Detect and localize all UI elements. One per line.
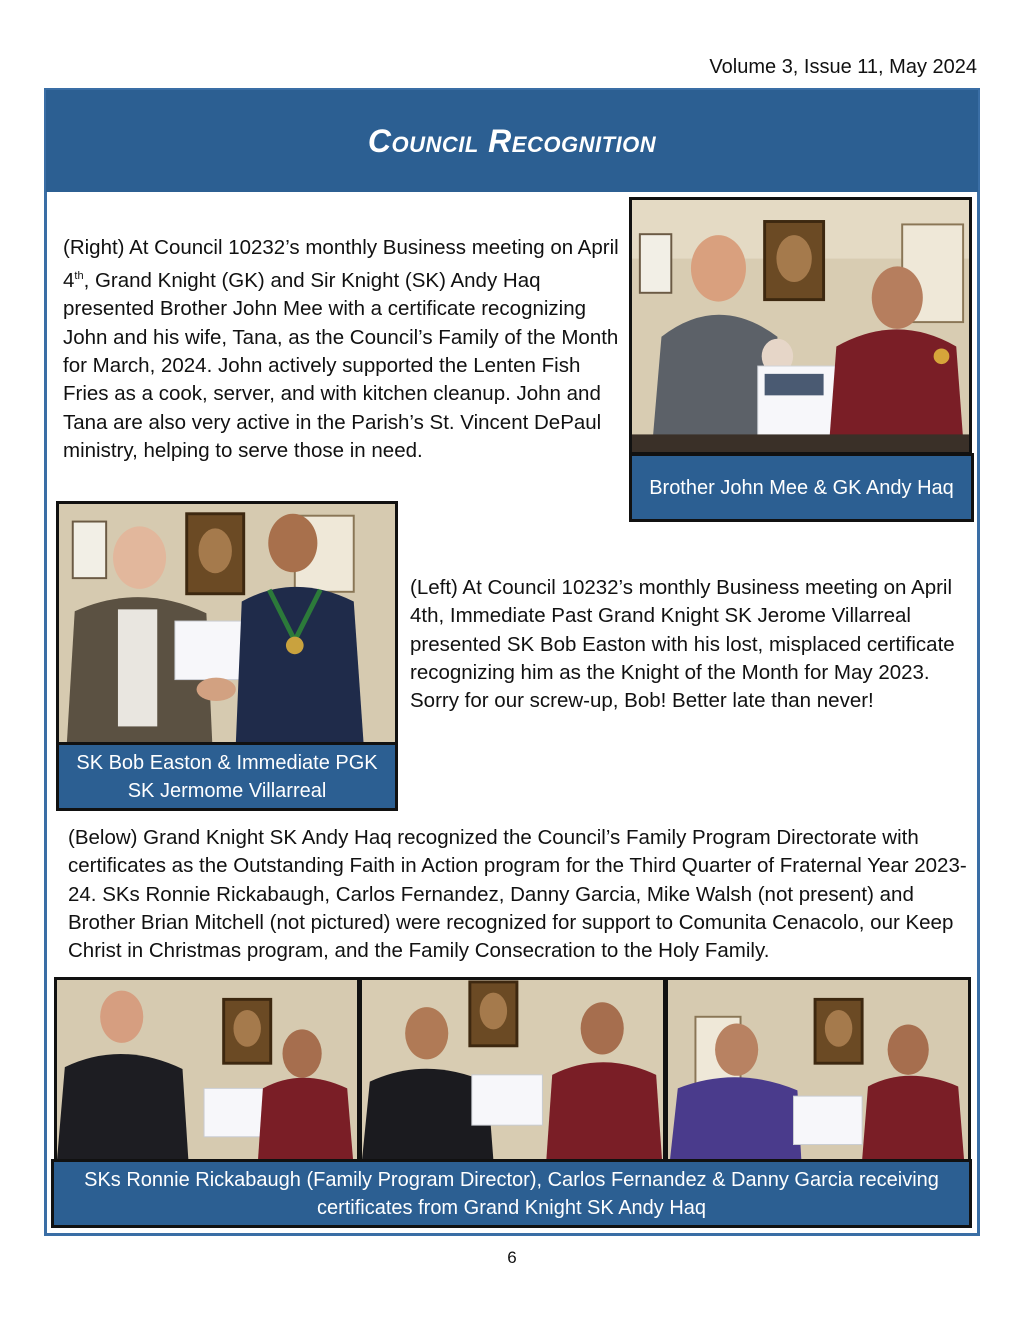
caption-easton-villarreal: SK Bob Easton & Immediate PGK SK Jermome Villarreal — [56, 742, 398, 811]
article-left-photo-text: (Left) At Council 10232’s monthly Business meeting on April 4th, Immediate Past Grand Knight SK Jerome Villarreal presented SK Bob Easton with his lost, misplaced certificate recognizing him as the Knight of the Month for May 2023. Sorry for our screw-up, Bob! Better late than never! — [410, 576, 955, 713]
article-right-superscript: th — [74, 270, 84, 283]
article-right-photo-text — [63, 234, 623, 465]
article-right-prefix: (Right) At Council 10232’s monthly Business meeting on April 4 — [63, 236, 619, 293]
article-right-body: , Grand Knight (GK) and Sir Knight (SK) Andy Haq presented Brother John Mee with a certificate recognizing John and his wife, Tana, as the Council’s Family of the Month for March, 2024. John actively supported the Lenten Fish Fries as a cook, server, and with kitchen cleanup. John and Tana are also very active in the Parish’s St. Vincent DePaul ministry, helping to serve those in need. — [63, 269, 619, 462]
page-number: 6 — [507, 1248, 517, 1267]
photo-garcia-haq — [665, 977, 971, 1163]
issue-line: Volume 3, Issue 11, May 2024 — [709, 56, 977, 78]
caption-mee-haq: Brother John Mee & GK Andy Haq — [629, 453, 974, 522]
section-title: Council Recognition — [367, 122, 657, 159]
photo-fernandez-haq — [359, 977, 666, 1163]
article-below-text: (Below) Grand Knight SK Andy Haq recognized the Council’s Family Program Directorate with certificates as the Outstanding Faith in Action program for the Third Quarter of Fraternal Year 2023-24. SKs Ronnie Rickabaugh, Carlos Fernandez, Danny Garcia, Mike Walsh (not present) and Brother Brian Mitchell (not pictured) were recognized for support to Comunita Cenacolo, our Keep Christ in Christmas program, and the Family Consecration to the Holy Family. — [68, 826, 967, 963]
caption-family-program: SKs Ronnie Rickabaugh (Family Program Director), Carlos Fernandez & Danny Garcia receiving certificates from Grand Knight SK Andy Haq — [51, 1159, 972, 1228]
photo-rickabaugh-haq — [54, 977, 360, 1163]
section-banner — [46, 90, 978, 192]
photo-easton-villarreal — [56, 501, 398, 746]
photo-mee-haq — [629, 197, 972, 455]
